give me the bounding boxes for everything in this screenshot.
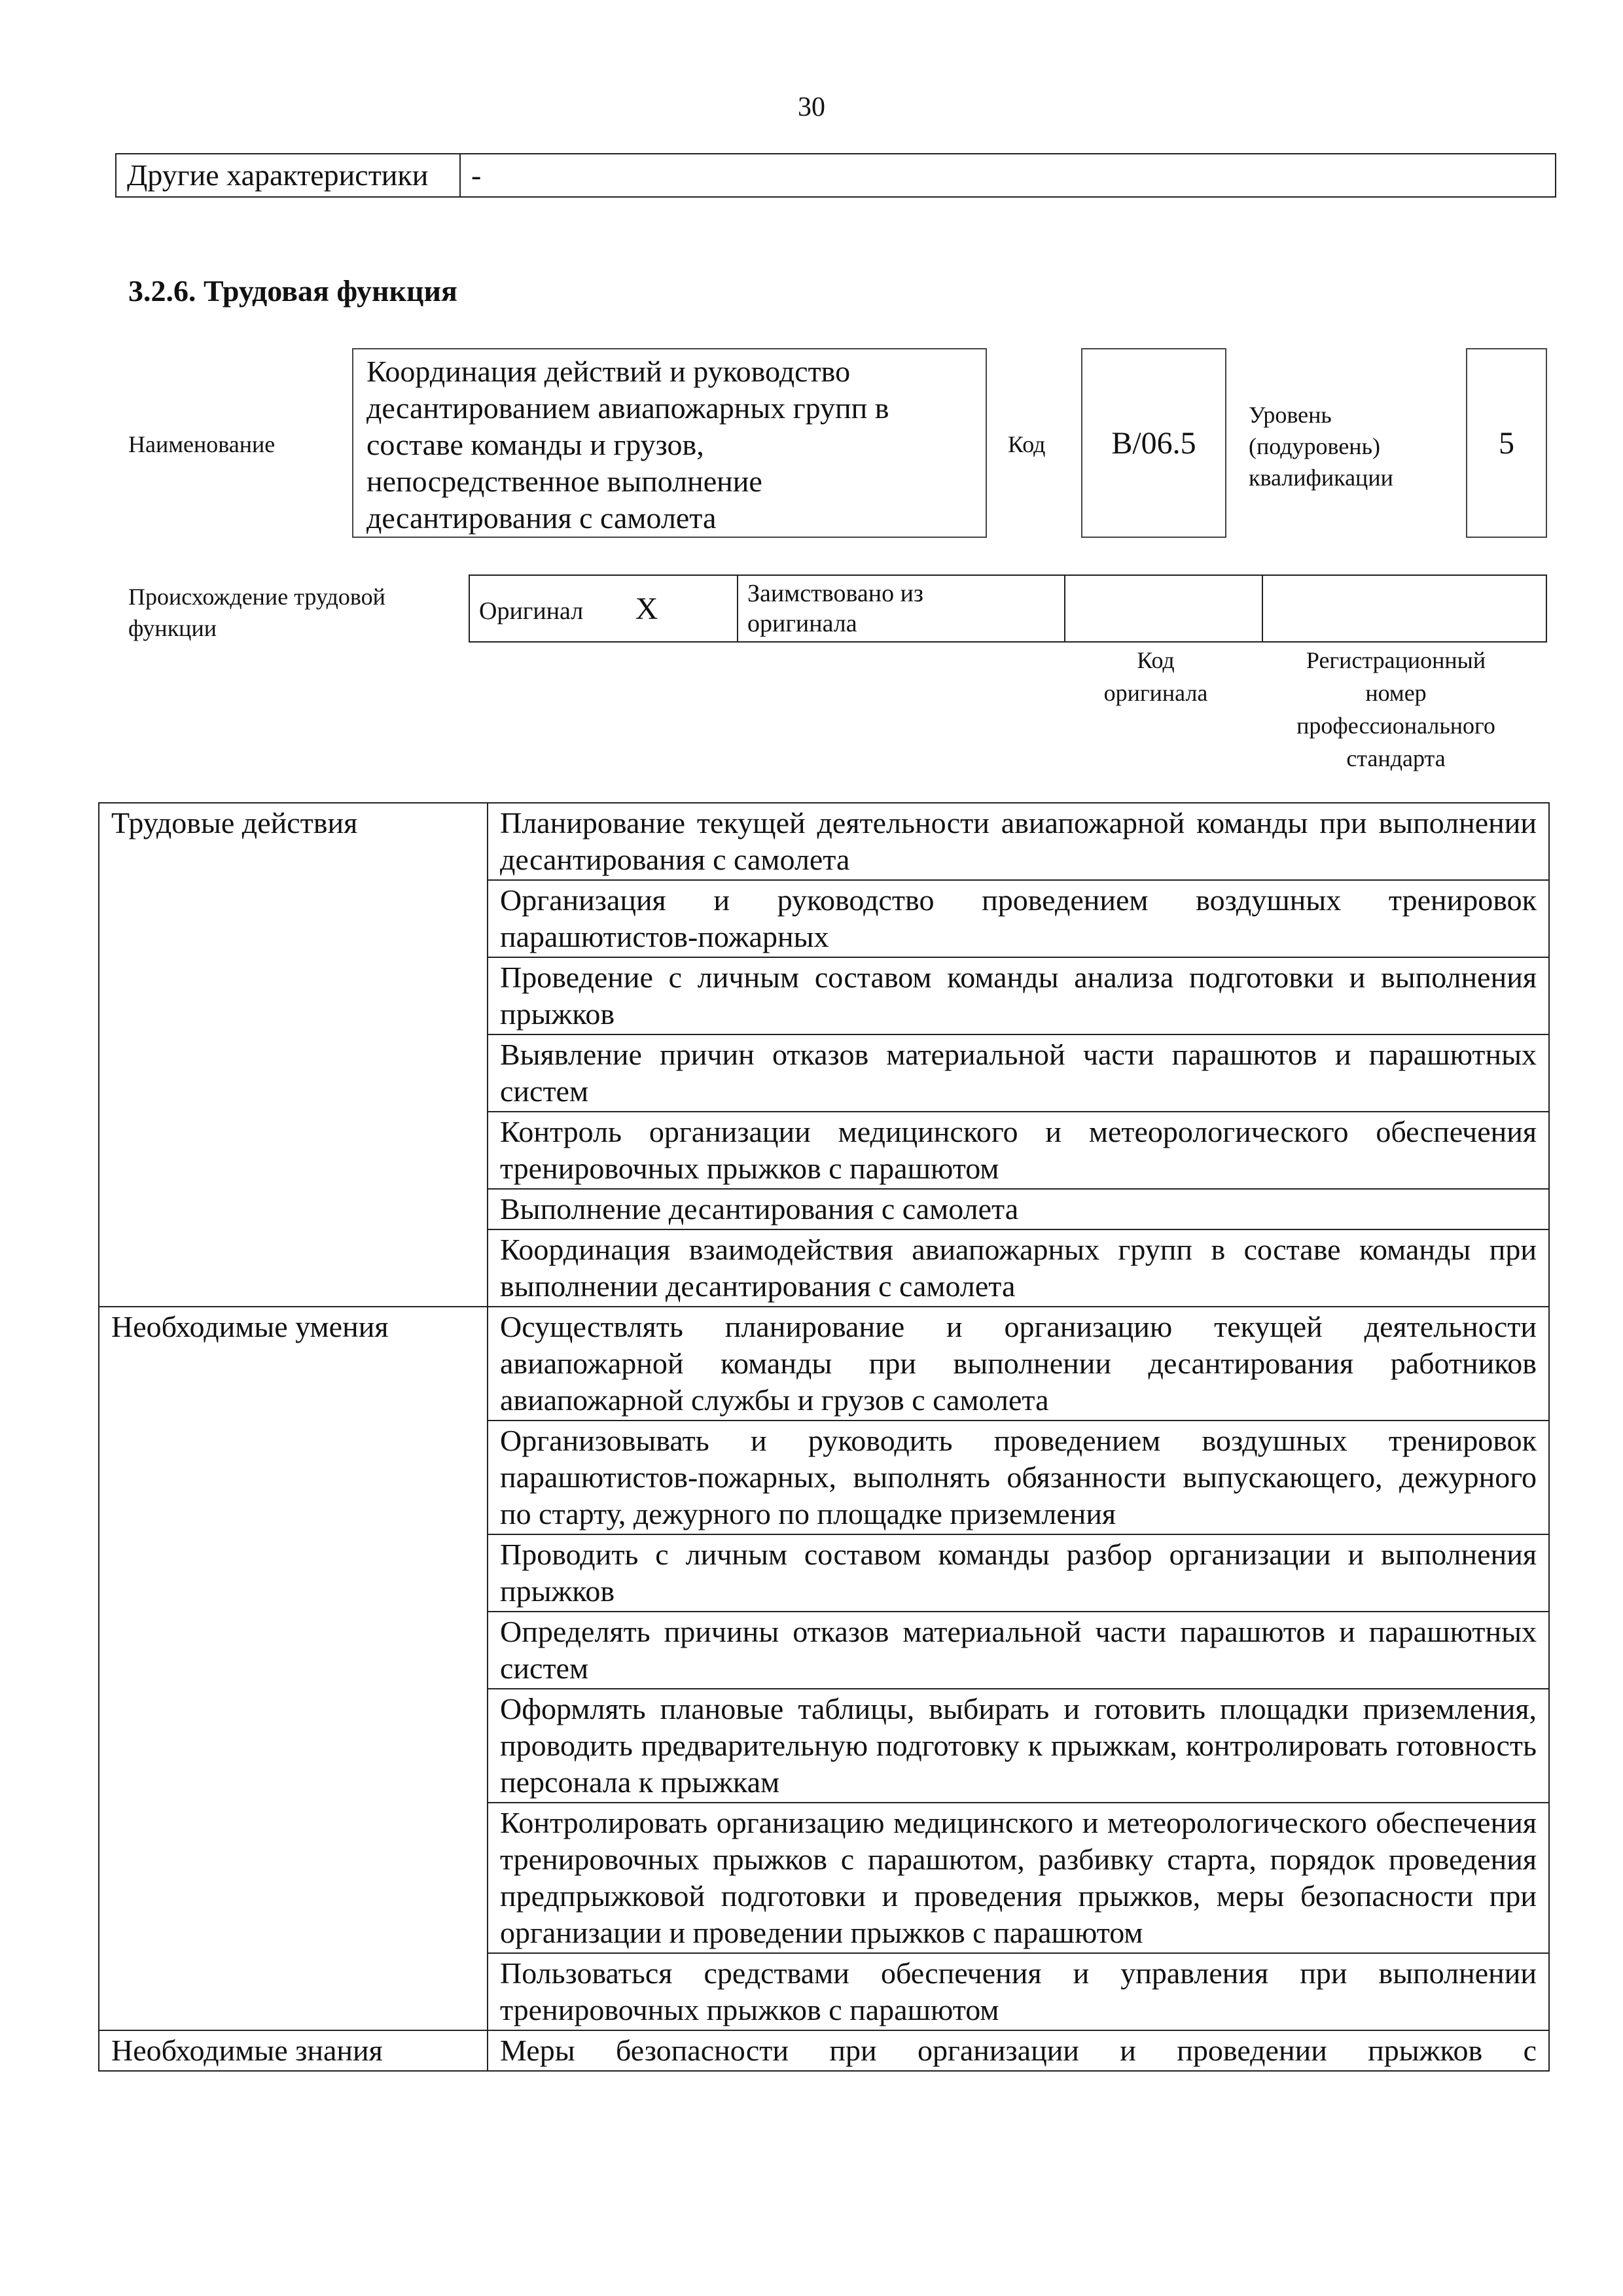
table-row xyxy=(99,2030,1549,2071)
function-name-line: десантированием авиапожарных групп в xyxy=(366,391,889,425)
origin-label-line: Происхождение трудовой xyxy=(128,584,385,610)
list-item: Контроль организации медицинского и метеорологического обеспечения тренировочных прыжков с парашютом xyxy=(488,1112,1549,1189)
origin-label-line: функции xyxy=(128,615,217,641)
function-name-box xyxy=(352,348,987,538)
list-item: Контролировать организацию медицинского и метеорологического обеспечения тренировочных прыжков с парашютом, разбивку старта, порядок проведения предпрыжковой подготовки и проведения прыжков, меры безопасности при организации и проведении прыжков с парашютом xyxy=(488,1803,1549,1953)
page-number: 30 xyxy=(798,92,825,122)
other-characteristics-table xyxy=(115,153,1556,198)
origin-reg-cell xyxy=(1262,575,1546,642)
list-item: Выполнение десантирования с самолета xyxy=(488,1189,1549,1229)
list-item: Пользоваться средствами обеспечения и управления при выполнении тренировочных прыжков с парашютом xyxy=(488,1953,1549,2030)
level-label-line: квалификации xyxy=(1249,465,1393,491)
origin-label xyxy=(128,581,385,644)
level-label-line: Уровень xyxy=(1249,402,1332,428)
other-characteristics-label: Другие характеристики xyxy=(116,154,460,197)
origin-borrowed-cell xyxy=(738,575,1065,642)
origin-reg-caption-line: стандарта xyxy=(1346,745,1446,771)
table-row xyxy=(99,803,1549,880)
other-characteristics-value: - xyxy=(460,154,1556,197)
origin-original-mark: X xyxy=(635,591,658,626)
list-item: Планирование текущей деятельности авиапожарной команды при выполнении десантирования с самолета xyxy=(488,803,1549,880)
origin-code-caption xyxy=(1067,644,1245,709)
level-label-line: (подуровень) xyxy=(1249,433,1380,459)
level-value: 5 xyxy=(1466,348,1547,538)
list-item: Меры безопасности при организации и проведении прыжков с xyxy=(488,2030,1549,2071)
list-item: Проводить с личным составом команды разбор организации и выполнения прыжков xyxy=(488,1534,1549,1612)
origin-reg-caption-line: профессионального xyxy=(1296,713,1495,739)
list-item: Координация взаимодействия авиапожарных групп в составе команды при выполнении десантирования с самолета xyxy=(488,1229,1549,1307)
list-item: Организация и руководство проведением воздушных тренировок парашютистов-пожарных xyxy=(488,880,1549,957)
origin-reg-caption-line: Регистрационный xyxy=(1306,647,1486,673)
list-item: Осуществлять планирование и организацию текущей деятельности авиапожарной команды при выполнении десантирования работников авиапожарной службы и грузов с самолета xyxy=(488,1307,1549,1421)
function-name-line: составе команды и грузов, xyxy=(366,428,704,461)
function-name-line: непосредственное выполнение xyxy=(366,465,762,498)
section-title-skills: Необходимые умения xyxy=(99,1307,488,2030)
function-name-line: десантирования с самолета xyxy=(366,501,717,535)
section-heading: 3.2.6. Трудовая функция xyxy=(128,274,457,308)
list-item: Оформлять плановые таблицы, выбирать и готовить площадки приземления, проводить предварительную подготовку к прыжкам, контролировать готовность персонала к прыжкам xyxy=(488,1689,1549,1803)
list-item: Определять причины отказов материальной части парашютов и парашютных систем xyxy=(488,1612,1549,1689)
origin-reg-caption xyxy=(1245,644,1547,775)
code-value: B/06.5 xyxy=(1081,348,1226,538)
list-item: Выявление причин отказов материальной части парашютов и парашютных систем xyxy=(488,1034,1549,1112)
origin-code-cell xyxy=(1065,575,1262,642)
list-item: Проведение с личным составом команды анализа подготовки и выполнения прыжков xyxy=(488,957,1549,1034)
code-label: Код xyxy=(1008,431,1046,457)
table-row xyxy=(99,1307,1549,1421)
function-name-line: Координация действий и руководство xyxy=(366,355,851,388)
origin-code-caption-line: Код xyxy=(1137,647,1175,673)
list-item: Организовывать и руководить проведением воздушных тренировок парашютистов-пожарных, выполнять обязанности выпускающего, дежурного по старту, дежурного по площадке приземления xyxy=(488,1421,1549,1534)
origin-borrowed-line: оригинала xyxy=(747,610,857,637)
origin-original-cell xyxy=(469,575,738,642)
section-title-knowledge: Необходимые знания xyxy=(99,2030,488,2071)
origin-reg-caption-line: номер xyxy=(1365,680,1427,706)
origin-original-label: Оригинал xyxy=(479,597,584,625)
name-label: Наименование xyxy=(128,431,276,457)
function-details-table xyxy=(98,802,1550,2072)
origin-code-caption-line: оригинала xyxy=(1103,680,1208,706)
origin-table xyxy=(469,574,1547,643)
section-title-actions: Трудовые действия xyxy=(99,803,488,1307)
level-label xyxy=(1249,399,1393,493)
origin-borrowed-line: Заимствовано из xyxy=(747,580,923,607)
